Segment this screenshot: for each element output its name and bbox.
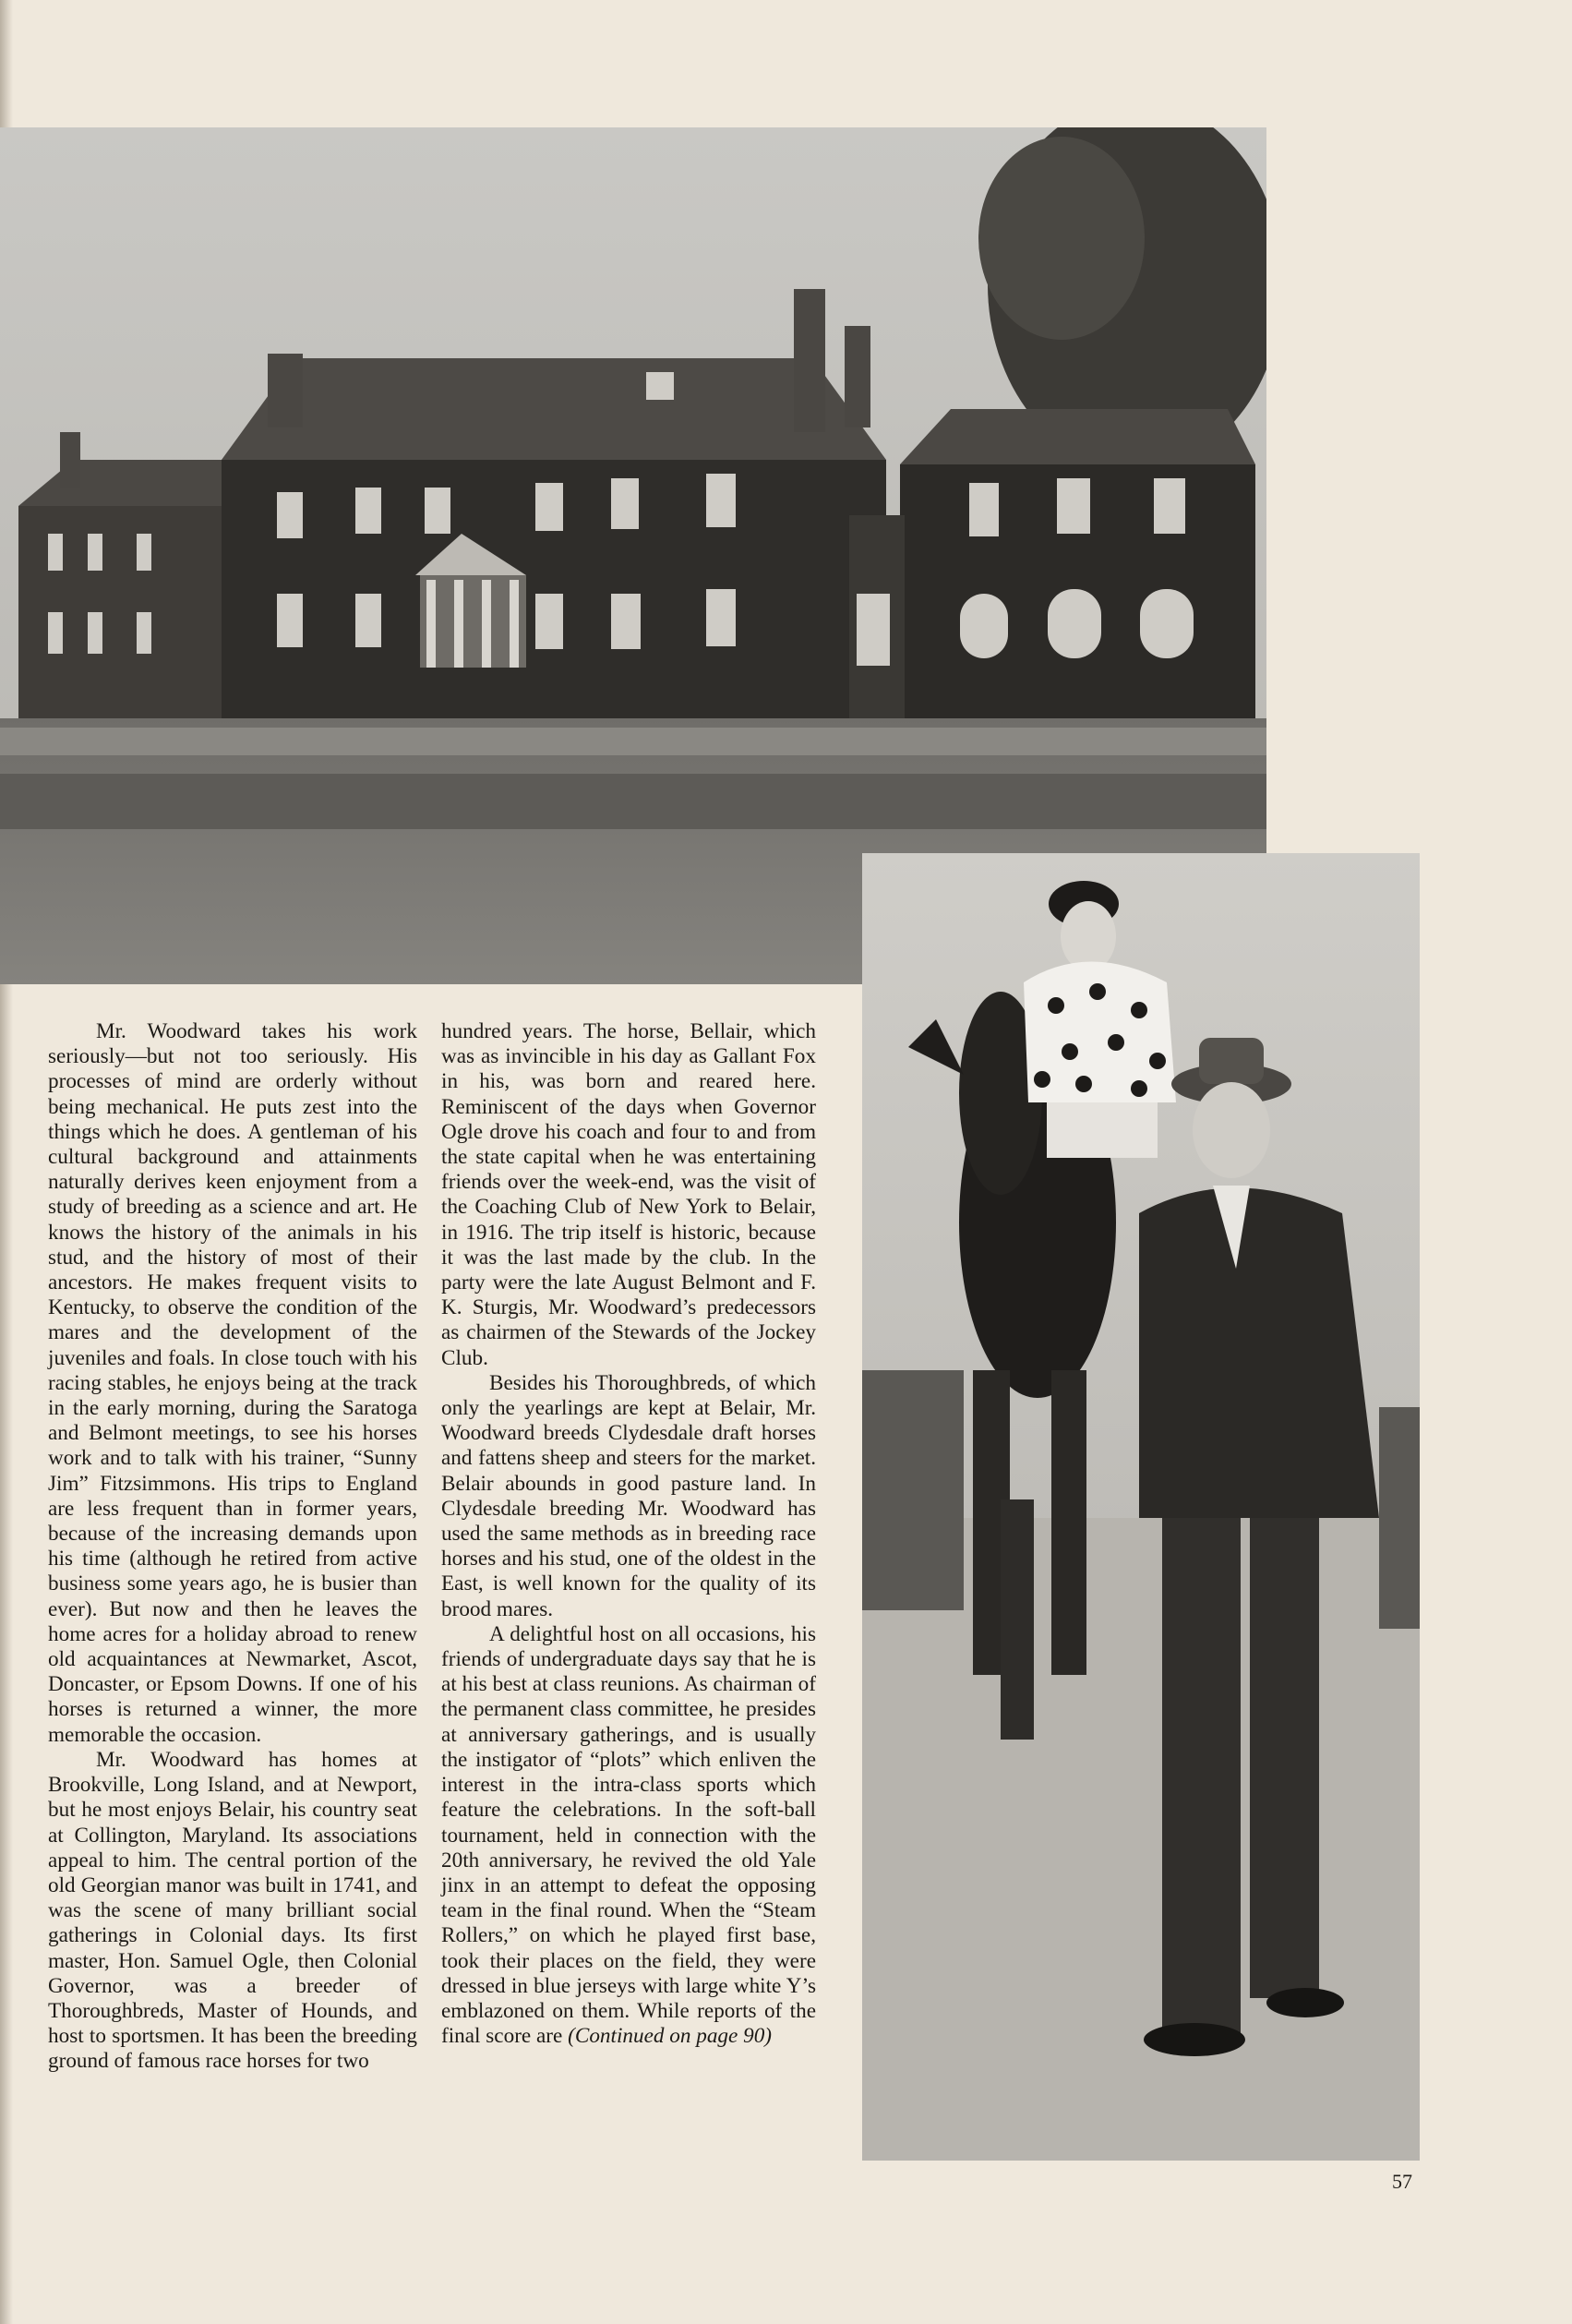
article-column-right [441,1019,816,2049]
article-paragraph: Mr. Woodward takes his work seriously—but not too seriously. His processes of mind are orderly without being mechanical. He puts zest into the things which he does. A gentleman of his cultural background and attainments naturally derives keen enjoyment from a study of breeding as a science and art. He knows the history of the animals in his stud, and the history of most of their ancestors. He makes frequent visits to Kentucky, to observe the condition of the mares and the development of the juveniles and foals. In close touch with his racing stables, he enjoys being at the track in the early morning, during the Saratoga and Belmont meetings, to see his horses work and to talk with his trainer, “Sunny Jim” Fitzsimmons. His trips to England are less frequent than in former years, because of the increasing demands upon his time (although he retired from active business some years ago, he is busier than ever). But now and then he leaves the home acres for a holiday abroad to renew old acquaintances at Newmarket, Ascot, Doncaster, or Epsom Downs. If one of his horses is returned a winner, the more memorable the occasion. [48,1019,417,1747]
jockey-photo [862,853,1420,2161]
continued-reference[interactable]: (Continued on page 90) [568,2024,773,2049]
page-number: 57 [1392,2170,1412,2193]
article-paragraph: Besides his Thoroughbreds, of which only the yearlings are kept at Belair, Mr. Woodward breeds Clydesdale draft horses and fattens sheep and steers for the market. Belair abounds in good pasture land. In Clydesdale breeding Mr. Woodward has used the same methods as in breeding race horses and his stud, one of the oldest in the East, is well known for the quality of its brood mares. [441,1370,816,1621]
article-paragraph-text: A delightful host on all occasions, his friends of undergraduate days say that he is at his best at class reunions. As chairman of the permanent class committee, he presides at anniversary gatherings, and is usually the instigator of “plots” which enliven the interest in the intra-class sports which feature the celebrations. In the soft-ball tournament, held in connection with the 20th anniversary, he revived the old Yale jinx in an attempt to defeat the opposing team in the final round. When the “Steam Rollers,” on which he played first base, took their places on the field, they were dressed in blue jerseys with large white Y’s emblazoned on them. While reports of the final score are [441,1621,816,2049]
article-paragraph [441,1622,816,2049]
article-column-left [48,1019,417,2075]
article-paragraph: hundred years. The horse, Bellair, which was as invincible in his day as Gallant Fox in his, was born and reared here. Reminiscent of the days when Governor Ogle drove his coach and four to and from the state capital when he was entertaining friends over the week-end, was the visit of the Coaching Club of New York to Belair, in 1916. The trip itself is historic, because it was the last made by the club. In the party were the late August Belmont and F. K. Sturgis, Mr. Woodward’s predecessors as chairmen of the Stewards of the Jockey Club. [441,1019,816,1370]
jockey-photo-drawing [862,853,1420,2161]
article-paragraph: Mr. Woodward has homes at Brookville, Long Island, and at Newport, but he most enjoys Belair, his country seat at Collington, Maryland. Its associations appeal to him. The central portion of the old Georgian manor was built in 1741, and was the scene of many brilliant social gatherings in Colonial days. Its first master, Hon. Samuel Ogle, then Colonial Governor, was a breeder of Thoroughbreds, Master of Hounds, and host to sportsmen. It has been the breeding ground of famous race horses for two [48,1747,417,2074]
